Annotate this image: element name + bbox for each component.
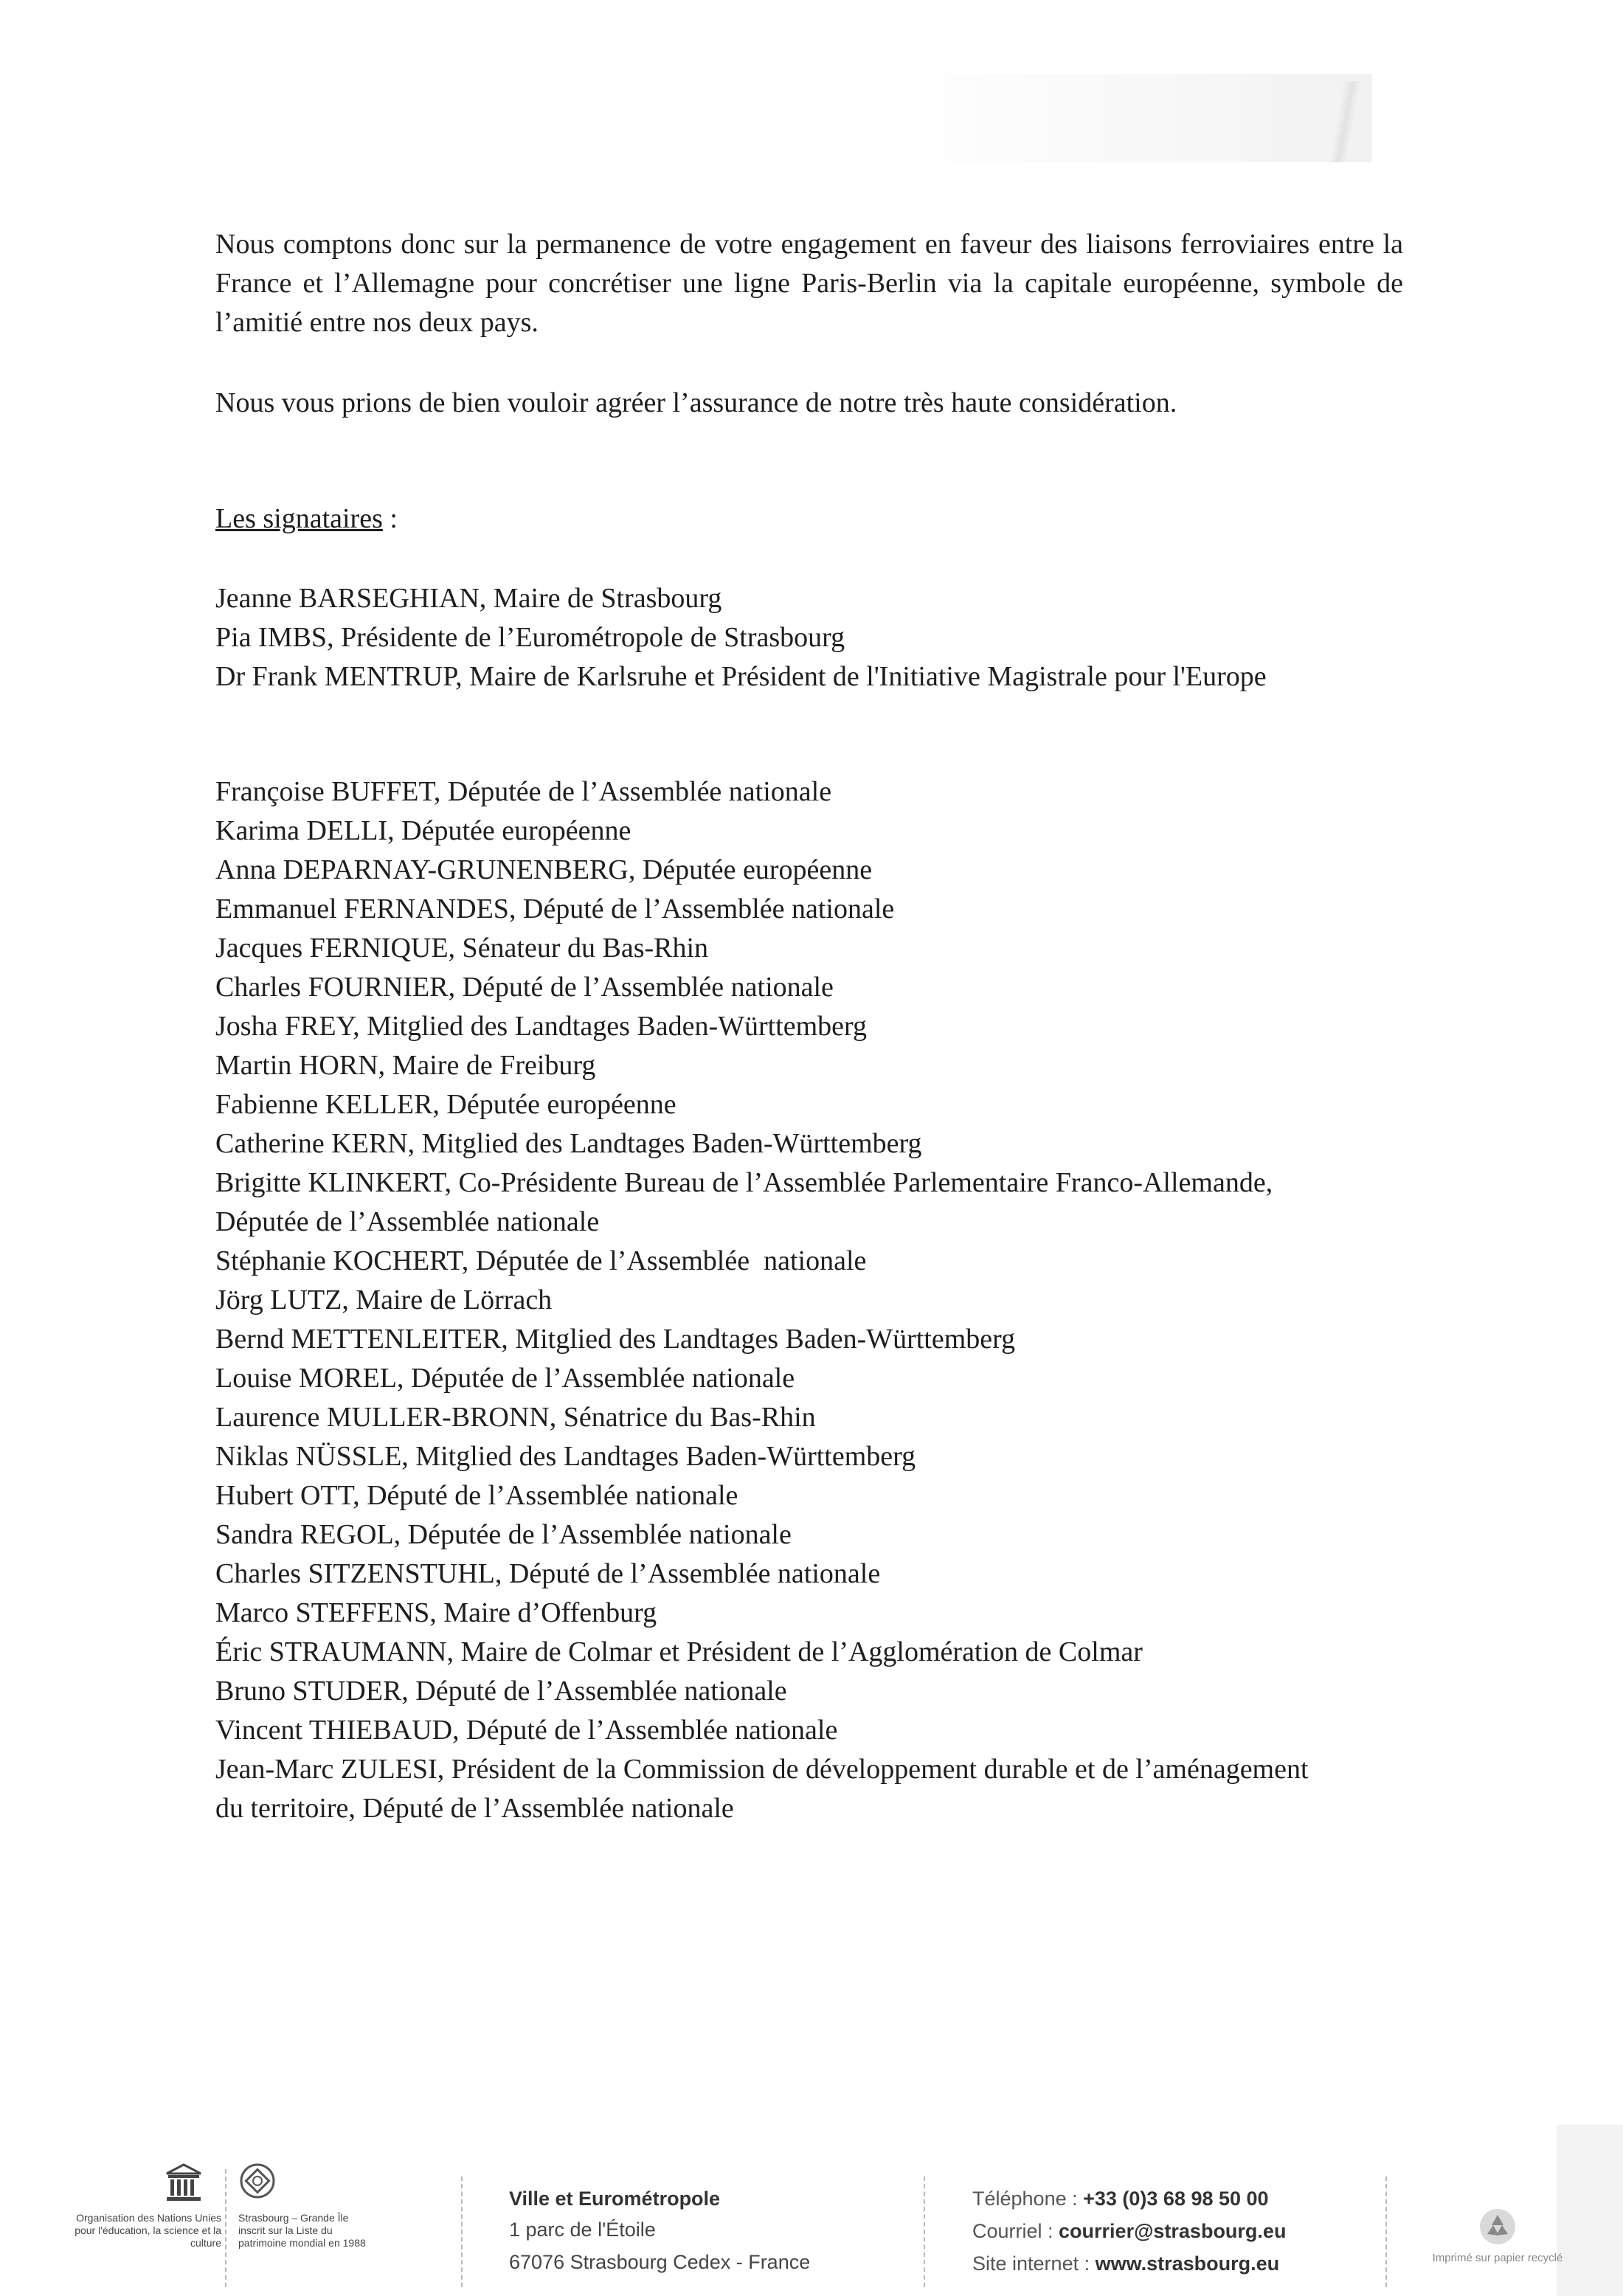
footer-separator: [1385, 2176, 1387, 2287]
contact-block: [972, 2182, 1385, 2280]
address-line-1: 1 parc de l'Étoile: [509, 2219, 656, 2241]
signatory-item: Jörg LUTZ, Maire de Lörrach: [215, 1284, 553, 1315]
salutation: Nous vous prions de bien vouloir agréer l’assurance de notre très haute considération.: [215, 387, 1177, 418]
signatory-item: Sandra REGOL, Députée de l’Assemblée nationale: [215, 1519, 792, 1550]
signatory-item: Bruno STUDER, Député de l’Assemblée nationale: [215, 1676, 787, 1707]
signatories-list-secondary: [215, 772, 1403, 1828]
signatory-item: Hubert OTT, Député de l’Assemblée nationale: [215, 1480, 738, 1511]
signatories-list-primary: [215, 579, 1403, 696]
signatory-item: Françoise BUFFET, Députée de l’Assemblée nationale: [215, 776, 832, 807]
footer-separator: [225, 2169, 226, 2287]
footer-separator: [461, 2176, 463, 2287]
signatory-item: Brigitte KLINKERT, Co-Présidente Bureau de l’Assemblée Parlementaire Franco-Allemande, Députée de l’Assemblée nationale: [215, 1167, 1273, 1237]
address-title: Ville et Eurométropole: [509, 2188, 721, 2210]
signatory-item: Jacques FERNIQUE, Sénateur du Bas-Rhin: [215, 933, 709, 964]
signatory-item: Martin HORN, Maire de Freiburg: [215, 1050, 596, 1081]
signatory-item: Éric STRAUMANN, Maire de Colmar et Président de l’Agglomération de Colmar: [215, 1636, 1143, 1667]
signatory-item: Jean-Marc ZULESI, Président de la Commission de développement durable et de l’aménagement du territoire, Député de l’Assemblée nationale: [215, 1754, 1309, 1824]
scan-shadow: [885, 74, 1372, 162]
signatory-item: Dr Frank MENTRUP, Maire de Karlsruhe et Président de l'Initiative Magistrale pour l'Europe: [215, 661, 1267, 692]
signatory-item: Laurence MULLER-BRONN, Sénatrice du Bas-Rhin: [215, 1402, 816, 1433]
email-link[interactable]: courrier@strasbourg.eu: [1059, 2220, 1287, 2242]
signatory-item: Vincent THIEBAUD, Député de l’Assemblée nationale: [215, 1715, 838, 1746]
signatory-item: Charles SITZENSTUHL, Député de l’Assemblée nationale: [215, 1558, 881, 1589]
signatory-item: Pia IMBS, Présidente de l’Eurométropole de Strasbourg: [215, 622, 845, 653]
signatory-item: Anna DEPARNAY-GRUNENBERG, Députée européenne: [215, 854, 873, 885]
recycled-paper-text: Imprimé sur papier recyclé: [1432, 2252, 1563, 2264]
signatories-heading-colon: :: [382, 503, 398, 534]
scan-fold-mark: [1321, 81, 1365, 162]
letter-footer: [0, 2154, 1623, 2296]
unesco-block: [74, 2162, 221, 2287]
world-heritage-text: Strasbourg – Grande Île inscrit sur la Liste du patrimoine mondial en 1988: [238, 2212, 366, 2249]
signatory-item: Bernd METTENLEITER, Mitglied des Landtages Baden-Württemberg: [215, 1324, 1016, 1355]
signatory-item: Emmanuel FERNANDES, Député de l’Assemblée nationale: [215, 893, 895, 924]
website-link[interactable]: www.strasbourg.eu: [1095, 2252, 1280, 2275]
email-line: [972, 2215, 1385, 2247]
signatories-heading-text: Les signataires: [215, 503, 383, 534]
address-block: [509, 2184, 893, 2278]
unesco-temple-icon: [162, 2162, 205, 2205]
phone-number: +33 (0)3 68 98 50 00: [1083, 2188, 1269, 2210]
signatories-heading: [215, 499, 398, 539]
footer-separator: [924, 2176, 925, 2287]
address-line-2: 67076 Strasbourg Cedex - France: [509, 2251, 811, 2273]
recycled-paper-block: [1402, 2206, 1593, 2264]
email-label: Courriel :: [972, 2220, 1059, 2242]
signatory-item: Catherine KERN, Mitglied des Landtages Baden-Württemberg: [215, 1128, 922, 1159]
website-line: [972, 2247, 1385, 2280]
world-heritage-block: [232, 2162, 369, 2287]
signatory-item: Jeanne BARSEGHIAN, Maire de Strasbourg: [215, 583, 722, 614]
signatory-item: Stéphanie KOCHERT, Députée de l’Assemblée nationale: [215, 1245, 867, 1276]
phone-label: Téléphone :: [972, 2188, 1084, 2210]
signatory-item: Fabienne KELLER, Députée européenne: [215, 1089, 676, 1120]
recycle-icon: [1477, 2206, 1518, 2247]
signatory-item: Niklas NÜSSLE, Mitglied des Landtages Baden-Württemberg: [215, 1441, 916, 1472]
signatory-item: Charles FOURNIER, Député de l’Assemblée nationale: [215, 972, 834, 1003]
signatory-item: Karima DELLI, Députée européenne: [215, 815, 631, 846]
signatory-item: Josha FREY, Mitglied des Landtages Baden-Württemberg: [215, 1011, 867, 1042]
signatory-item: Marco STEFFENS, Maire d’Offenburg: [215, 1597, 657, 1628]
phone-line: [972, 2182, 1385, 2215]
closing-paragraph: Nous comptons donc sur la permanence de votre engagement en faveur des liaisons ferroviaires entre la France et l’Allemagne pour concrétiser une ligne Paris-Berlin via la capitale européenne, symbole de l’amitié entre nos deux pays.: [215, 229, 1403, 338]
world-heritage-icon: [238, 2162, 277, 2200]
unesco-text: Organisation des Nations Unies pour l'éducation, la science et la culture: [75, 2212, 221, 2249]
signatory-item: Louise MOREL, Députée de l’Assemblée nationale: [215, 1363, 795, 1394]
website-label: Site internet :: [972, 2252, 1096, 2275]
